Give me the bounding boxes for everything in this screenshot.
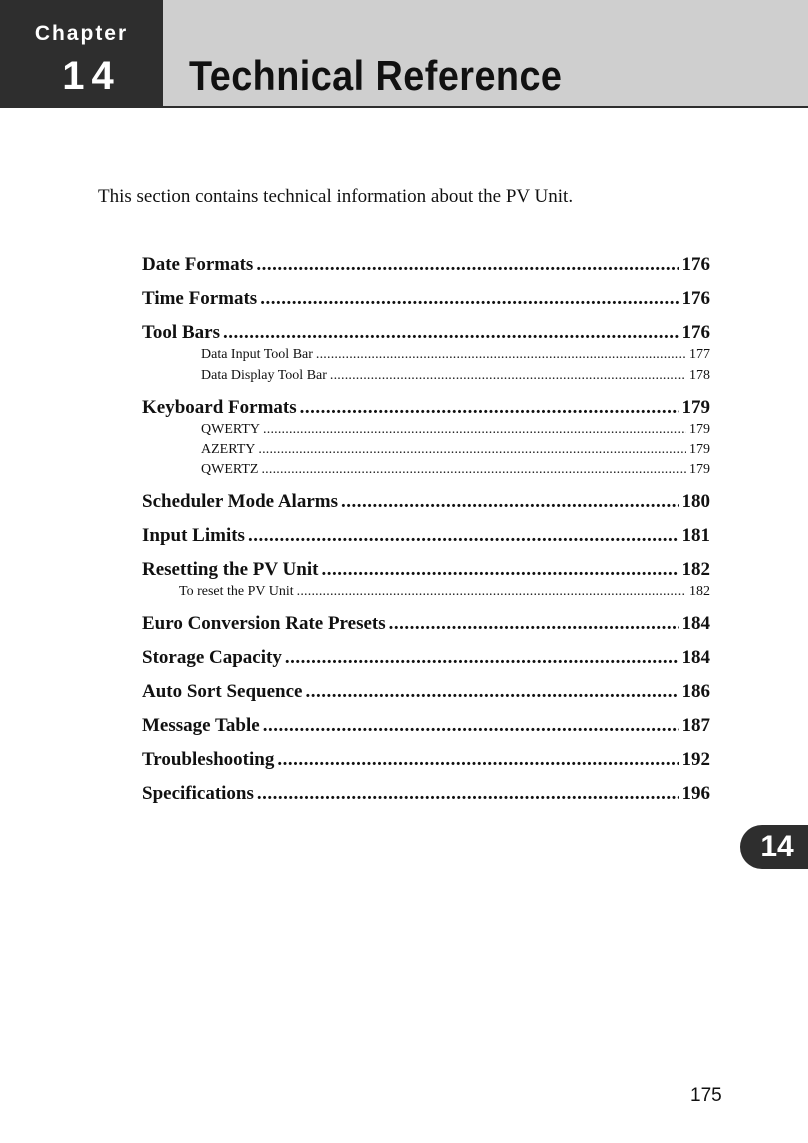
toc-entry-page: 187: [681, 715, 710, 736]
toc-entry-label: Time Formats: [142, 288, 258, 309]
toc-entry-page: 184: [681, 647, 710, 668]
toc-entry-euro-conversion-rate-presets[interactable]: [142, 613, 710, 635]
toc-entry-azerty[interactable]: [201, 442, 710, 458]
dot-leader: [258, 442, 686, 458]
toc-entry-input-limits[interactable]: [142, 525, 710, 547]
toc-entry-label: Troubleshooting: [142, 749, 275, 770]
dot-leader: [285, 647, 679, 669]
toc-entry-storage-capacity[interactable]: [142, 647, 710, 669]
toc-entry-page: 182: [681, 559, 710, 580]
toc-entry-label: Message Table: [142, 715, 260, 736]
toc-entry-label: Tool Bars: [142, 322, 220, 343]
toc-entry-label: Data Display Tool Bar: [201, 368, 327, 383]
toc-entry-specifications[interactable]: [142, 783, 710, 805]
toc-entry-label: Auto Sort Sequence: [142, 681, 303, 702]
toc-entry-page: 184: [681, 613, 710, 634]
dot-leader: [248, 525, 679, 547]
toc-entry-page: 178: [689, 368, 710, 383]
toc-entry-page: 176: [681, 288, 710, 309]
toc-entry-message-table[interactable]: [142, 715, 710, 737]
toc-entry-page: 182: [689, 584, 710, 599]
dot-leader: [260, 288, 678, 310]
chapter-side-tab: 14: [740, 825, 808, 869]
toc-entry-date-formats[interactable]: [142, 254, 710, 276]
toc-entry-page: 196: [681, 783, 710, 804]
dot-leader: [389, 613, 679, 635]
dot-leader: [300, 397, 679, 419]
chapter-box: [0, 0, 163, 108]
toc-entry-resetting-the-pv-unit[interactable]: [142, 559, 710, 581]
toc-entry-label: Keyboard Formats: [142, 397, 297, 418]
toc-entry-label: QWERTZ: [201, 462, 259, 477]
toc-entry-label: Date Formats: [142, 254, 254, 275]
toc-entry-label: To reset the PV Unit: [179, 584, 294, 599]
dot-leader: [277, 749, 678, 771]
dot-leader: [305, 681, 678, 703]
toc-entry-page: 179: [681, 397, 710, 418]
toc-entry-label: QWERTY: [201, 422, 261, 437]
dot-leader: [316, 347, 686, 363]
toc-entry-scheduler-mode-alarms[interactable]: [142, 491, 710, 513]
toc-entry-page: 179: [689, 422, 710, 437]
dot-leader: [341, 491, 679, 513]
chapter-word: Chapter: [34, 22, 129, 45]
toc-entry-troubleshooting[interactable]: [142, 749, 710, 771]
toc-entry-page: 176: [681, 254, 710, 275]
toc-entry-page: 180: [681, 491, 710, 512]
toc-entry-auto-sort-sequence[interactable]: [142, 681, 710, 703]
dot-leader: [223, 322, 679, 344]
dot-leader: [261, 462, 686, 478]
dot-leader: [297, 584, 686, 600]
toc-entry-qwertz[interactable]: [201, 462, 710, 478]
toc-entry-to-reset-the-pv-unit[interactable]: [179, 584, 710, 600]
toc-entry-label: Specifications: [142, 783, 254, 804]
toc-entry-tool-bars[interactable]: [142, 322, 710, 344]
toc-entry-label: Data Input Tool Bar: [201, 347, 313, 362]
toc-entry-page: 179: [689, 442, 710, 457]
dot-leader: [263, 422, 686, 438]
toc-entry-label: Input Limits: [142, 525, 245, 546]
title-band: [163, 0, 808, 108]
toc-entry-page: 192: [681, 749, 710, 770]
toc-entry-page: 179: [689, 462, 710, 477]
toc-entry-page: 177: [689, 347, 710, 362]
toc-entry-page: 186: [681, 681, 710, 702]
dot-leader: [256, 254, 678, 276]
dot-leader: [321, 559, 678, 581]
toc-entry-page: 181: [681, 525, 710, 546]
chapter-number: 14: [62, 54, 121, 98]
toc-entry-data-input-tool-bar[interactable]: [201, 347, 710, 363]
page-title: Technical Reference: [189, 52, 563, 99]
toc-entry-label: Scheduler Mode Alarms: [142, 491, 338, 512]
toc-entry-label: Euro Conversion Rate Presets: [142, 613, 386, 634]
page-number: 175: [690, 1085, 722, 1106]
toc-entry-label: AZERTY: [201, 442, 256, 457]
dot-leader: [263, 715, 679, 737]
toc-entry-label: Storage Capacity: [142, 647, 282, 668]
toc-entry-page: 176: [681, 322, 710, 343]
dot-leader: [330, 368, 686, 384]
toc-entry-keyboard-formats[interactable]: [142, 397, 710, 419]
toc-entry-data-display-tool-bar[interactable]: [201, 368, 710, 384]
intro-text: This section contains technical information about the PV Unit.: [98, 186, 574, 207]
toc-entry-time-formats[interactable]: [142, 288, 710, 310]
toc-entry-label: Resetting the PV Unit: [142, 559, 319, 580]
dot-leader: [257, 783, 679, 805]
toc-entry-qwerty[interactable]: [201, 422, 710, 438]
